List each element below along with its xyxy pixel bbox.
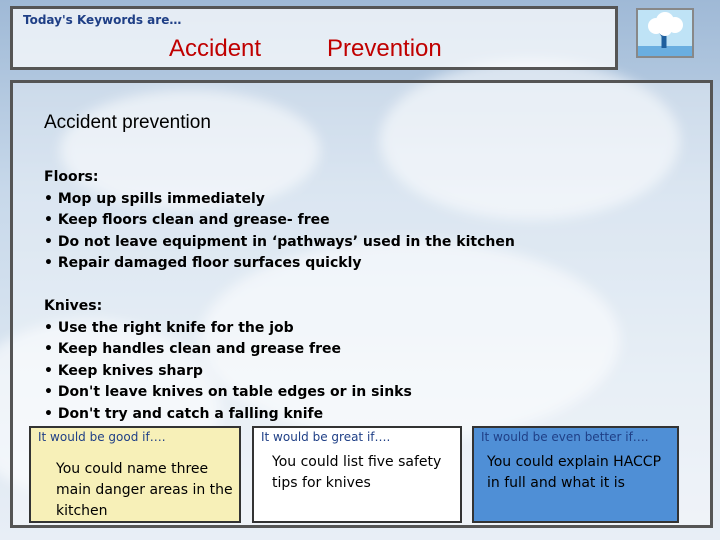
page-title: Accident prevention [44,112,211,133]
keyword-prevention: Prevention [327,35,442,62]
tier-better-box [472,426,679,523]
list-item: • Keep floors clean and grease- free [44,212,330,229]
list-item: • Keep knives sharp [44,362,203,379]
list-item: • Do not leave equipment in ‘pathways’ used in the kitchen [44,233,515,250]
tier-great-label: It would be great if…. [261,430,391,444]
tier-better-text: You could explain HACCP in full and what it is [487,454,662,491]
list-item: • Don't try and catch a falling knife [44,405,324,422]
list-item: • Use the right knife for the job [44,319,294,336]
tree-logo [636,8,694,58]
tier-good-box [29,426,241,523]
tier-great-text: You could list five safety tips for knives [272,454,442,491]
floors-section [44,167,515,275]
list-item: • Mop up spills immediately [44,190,265,207]
knives-heading: Knives: [44,298,103,314]
list-item: • Don't leave knives on table edges or in sinks [44,384,412,401]
list-item: • Keep handles clean and grease free [44,341,341,358]
tier-good-label: It would be good if…. [38,430,166,444]
tier-better-label: It would be even better if…. [481,430,649,444]
keyword-accident: Accident [169,35,262,62]
tier-good-text: You could name three main danger areas in the kitchen [56,461,233,519]
floors-heading: Floors: [44,169,99,185]
tier-great-box [252,426,462,523]
list-item: • Repair damaged floor surfaces quickly [44,255,362,272]
knives-section [44,296,412,426]
tree-icon [638,10,692,56]
keywords-label: Today's Keywords are… [23,13,182,27]
keywords-box [10,6,618,70]
